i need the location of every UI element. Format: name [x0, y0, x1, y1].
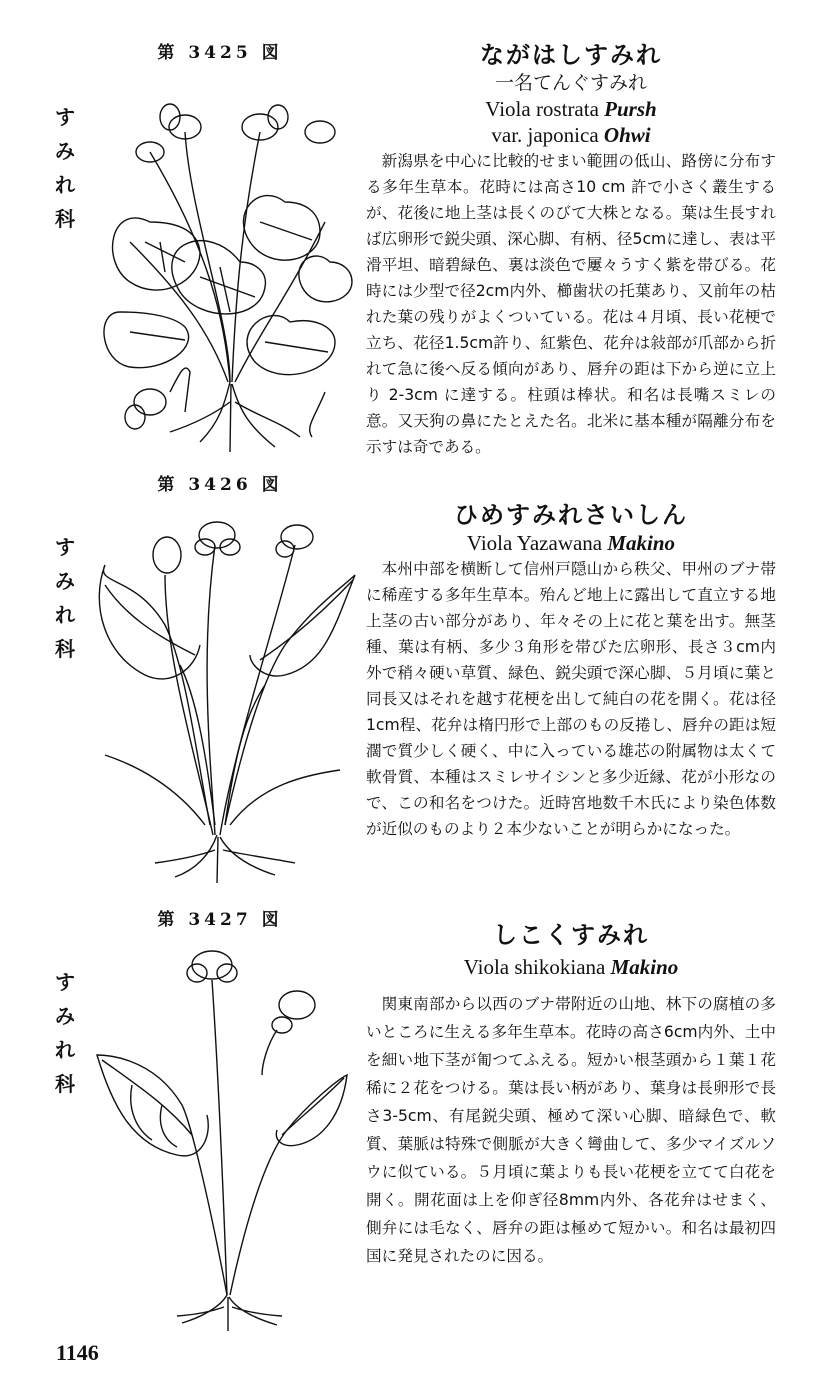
page-number: 1146: [56, 1340, 99, 1365]
scientific-name-line: [366, 96, 776, 122]
species-description: 関東南部から以西のブナ帯附近の山地、林下の腐植の多いところに生える多年生草本。花時の高さ6cm内外、土中を細い地下茎が匍つてふえる。短かい根茎頭から１葉１花稀に２花をつける。葉は長い柄があり、葉身は長卵形で長さ3-5cm、有尾鋭尖頭、極めて深い心脚、暗緑色で、軟質、葉脈は特殊で側脈が大きく彎曲して、多少マイズルソウに似ている。５月頃に葉よりも長い花梗を立てて白花を開く。開花面は上を仰ぎ径8mm内外、各花弁はせまく、側弁には毛なく、唇弁の距は極めて短かい。和名は最初四国に発見されたのに因る。: [366, 995, 776, 1265]
family-char: み: [55, 1004, 75, 1028]
figure-label-3426: 第 3426 図: [157, 475, 283, 495]
scientific-name: Viola Yazawana: [466, 531, 608, 555]
family-char: れ: [55, 603, 75, 627]
family-char: す: [55, 105, 75, 129]
family-char: す: [55, 535, 75, 559]
species-alias: 一名てんぐすみれ: [494, 72, 647, 94]
species-description: 新潟県を中心に比較的せまい範囲の低山、路傍に分布する多年生草本。花時には高さ10 cm 許で小さく叢生するが、花後に地上茎は長くのびて大株となる。葉は生長すれば広卵形で鋭尖頭、深心脚、有柄、径5cmに達し、表は平滑平坦、暗碧緑色、裏は淡色で屢々うすく紫を帯びる。花時には少型で径2cm内外、櫛歯状の托葉あり、又前年の枯れた葉の残りがよくついている。花は４月頃、長い花梗で立ち、花径1.5cm許り、紅紫色、花弁は敍部が爪部から折れて急に後へ反る傾向があり、唇弁の距は下から逆に立上り 2-3cm に達する。柱頭は棒状。和名は長嘴スミレの意。又天狗の鼻にたとえた名。北米に基本種が隔離分布を示すは奇である。: [366, 152, 776, 456]
family-label-3425: [52, 100, 78, 236]
species-description: 本州中部を横断して信州戸隠山から秩父、甲州のブナ帯に稀産する多年生草本。殆んど地上に露出して直立する地上茎の古い部分があり、年々その上に花と葉を出す。無茎種、葉は有柄、多少３角形を帯びた広卵形、長さ３cm内外で稍々硬い草質、緑色、鋭尖頭で深心脚、５月頃に葉と同長又はそれを越す花梗を出して純白の花を開く。花は径1cm程、花弁は楕円形で上部のもの反捲し、唇弁の距は短濶で質少しく硬く、中に入っている雄芯の附属物は太くて軟骨質、本種はスミレサイシンと多少近縁、花が小形なので、この和名をつけた。近時宮地数千木氏により染色体数が近似のものより２本少ないことが明らかになった。: [366, 560, 776, 838]
scientific-name: var. japonica: [491, 123, 604, 147]
family-char: 科: [55, 637, 75, 661]
figure-label-3425: 第 3425 図: [157, 43, 283, 63]
family-char: 科: [55, 1072, 75, 1096]
family-label-3427: [52, 965, 78, 1101]
entry-3426: [366, 500, 776, 842]
family-label-3426: [52, 530, 78, 666]
family-char: み: [55, 139, 75, 163]
scientific-name-line: [366, 954, 776, 980]
author-name: Pursh: [604, 97, 657, 121]
species-title: しこくすみれ: [493, 920, 649, 949]
author-name: Makino: [607, 531, 676, 555]
scientific-name: Viola shikokiana: [463, 955, 611, 979]
family-char: す: [55, 970, 75, 994]
scientific-name-line: [366, 530, 776, 556]
violet-illustration-3425: [90, 72, 360, 462]
author-name: Ohwi: [603, 123, 651, 147]
species-title: ひめすみれさいしん: [454, 500, 688, 529]
scientific-name-line: [366, 122, 776, 148]
figure-label-3427: 第 3427 図: [157, 910, 283, 930]
author-name: Makino: [610, 955, 679, 979]
species-title: ながはしすみれ: [480, 40, 662, 69]
family-char: れ: [55, 1038, 75, 1062]
entry-3427: [366, 920, 776, 1270]
family-char: み: [55, 569, 75, 593]
violet-illustration-3427: [92, 935, 362, 1335]
family-char: 科: [55, 207, 75, 231]
scientific-name: Viola rostrata: [485, 97, 605, 121]
family-char: れ: [55, 173, 75, 197]
violet-illustration-3426: [85, 505, 365, 885]
entry-3425: [366, 40, 776, 460]
